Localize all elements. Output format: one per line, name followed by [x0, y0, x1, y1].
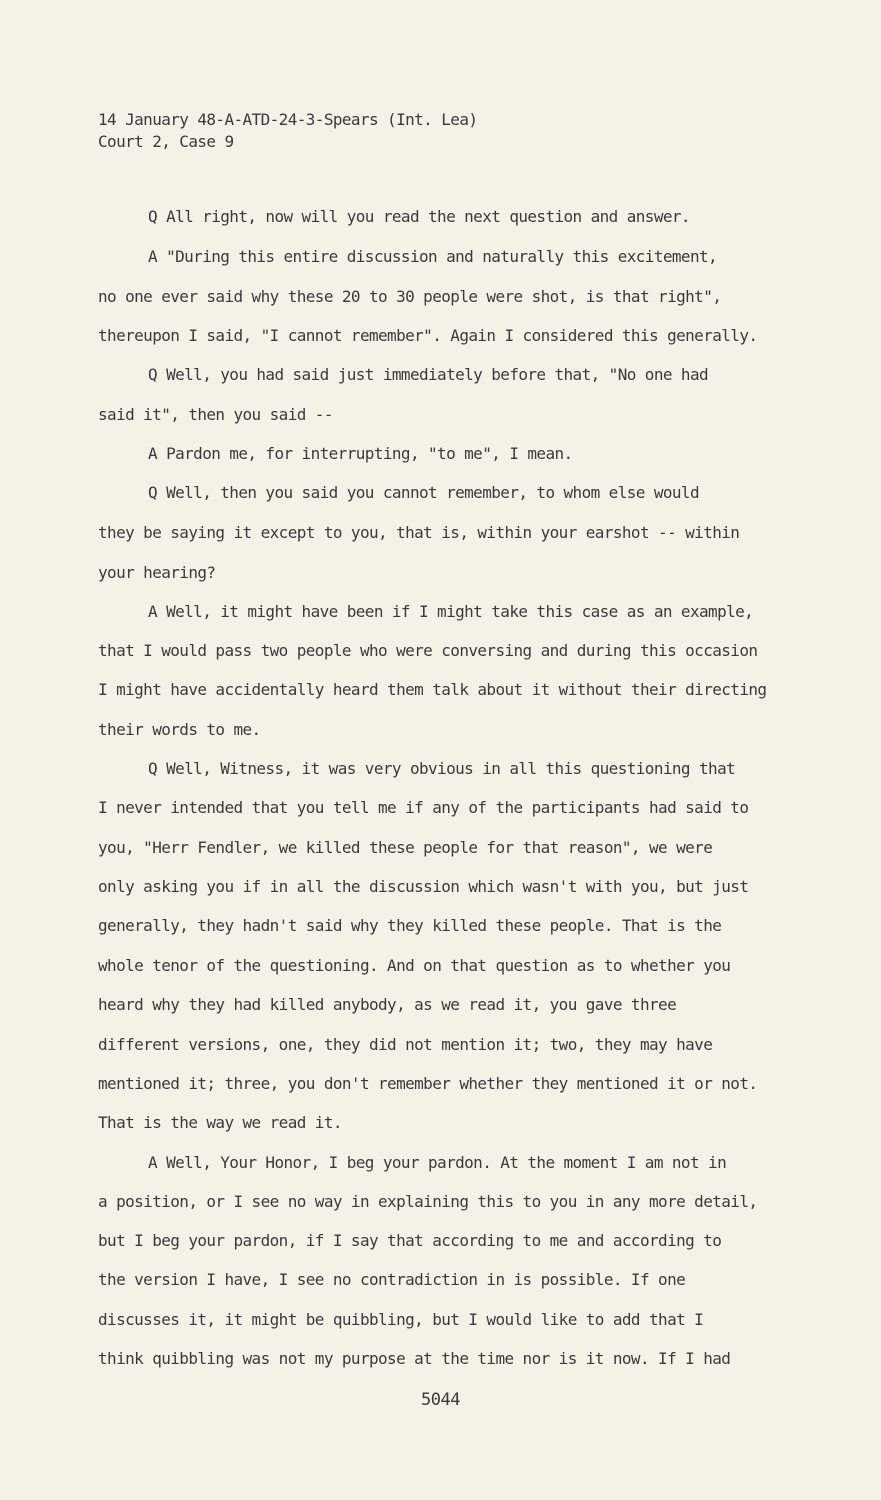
text-line: think quibbling was not my purpose at the time nor is it now. If I had: [98, 1349, 731, 1368]
text-line: discusses it, it might be quibbling, but I would like to add that I: [98, 1310, 704, 1329]
text-line: generally, they hadn't said why they killed these people. That is the: [98, 916, 722, 935]
text-line: A Pardon me, for interrupting, "to me", I mean.: [148, 444, 573, 463]
text-line: said it", then you said --: [98, 405, 333, 424]
text-line: your hearing?: [98, 563, 216, 582]
text-line: Q Well, Witness, it was very obvious in all this questioning that: [148, 759, 736, 778]
text-line: no one ever said why these 20 to 30 people were shot, is that right",: [98, 287, 722, 306]
text-line: different versions, one, they did not mention it; two, they may have: [98, 1035, 713, 1054]
text-line: Q Well, then you said you cannot remember, to whom else would: [148, 483, 700, 502]
text-line: Q Well, you had said just immediately before that, "No one had: [148, 365, 709, 384]
text-line: the version I have, I see no contradiction in is possible. If one: [98, 1270, 686, 1289]
page-number: 5044: [421, 1390, 460, 1410]
text-line: mentioned it; three, you don't remember whether they mentioned it or not.: [98, 1074, 758, 1093]
header-reference-line: 14 January 48-A-ATD-24-3-Spears (Int. Lea): [98, 110, 478, 129]
text-line: that I would pass two people who were conversing and during this occasion: [98, 641, 758, 660]
text-line: they be saying it except to you, that is, within your earshot -- within: [98, 523, 740, 542]
text-line: a position, or I see no way in explaining this to you in any more detail,: [98, 1192, 758, 1211]
text-line: Q All right, now will you read the next question and answer.: [148, 207, 690, 226]
text-line: A Well, it might have been if I might take this case as an example,: [148, 602, 754, 621]
text-line: but I beg your pardon, if I say that according to me and according to: [98, 1231, 722, 1250]
text-line: only asking you if in all the discussion which wasn't with you, but just: [98, 877, 749, 896]
text-line: their words to me.: [98, 720, 261, 739]
text-line: A "During this entire discussion and naturally this excitement,: [148, 247, 718, 266]
text-line: A Well, Your Honor, I beg your pardon. At the moment I am not in: [148, 1153, 727, 1172]
text-line: whole tenor of the questioning. And on that question as to whether you: [98, 956, 731, 975]
text-line: heard why they had killed anybody, as we read it, you gave three: [98, 995, 677, 1014]
text-line: you, "Herr Fendler, we killed these people for that reason", we were: [98, 838, 713, 857]
text-line: I might have accidentally heard them talk about it without their directing: [98, 680, 767, 699]
header-court-line: Court 2, Case 9: [98, 132, 234, 151]
text-line: thereupon I said, "I cannot remember". Again I considered this generally.: [98, 326, 758, 345]
text-line: That is the way we read it.: [98, 1113, 342, 1132]
text-line: I never intended that you tell me if any of the participants had said to: [98, 798, 749, 817]
